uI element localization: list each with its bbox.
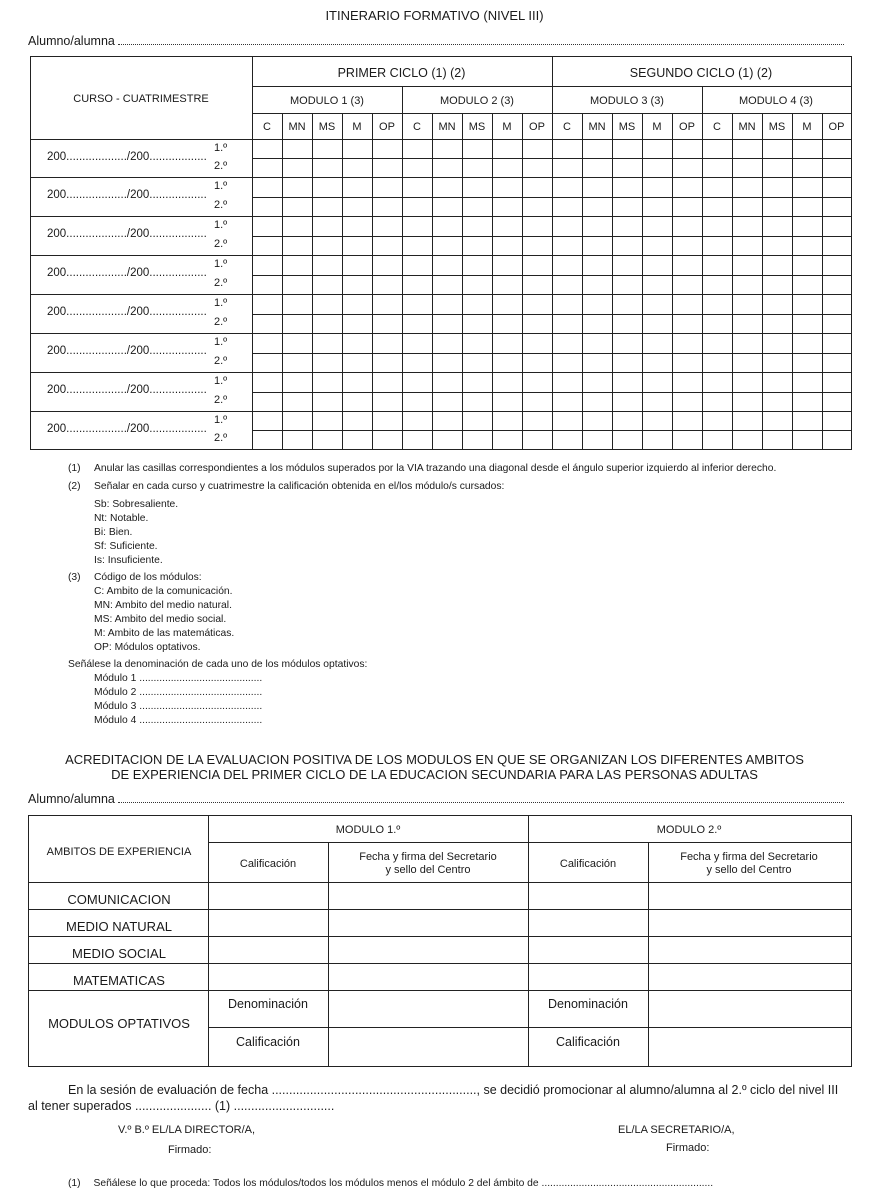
modulo-1-header-2: MODULO 1.º — [335, 824, 401, 836]
code-header-c: C — [563, 121, 571, 133]
code-column-line — [312, 113, 313, 449]
code-header-c: C — [263, 121, 271, 133]
student-dotted-line — [118, 34, 844, 45]
code-header-mn: MN — [288, 121, 306, 133]
curso-divider — [252, 57, 253, 449]
code-list — [94, 585, 858, 655]
optativos-list — [94, 672, 858, 728]
code-column-line — [282, 113, 283, 449]
fecha-header-1-line-1: Fecha y firma del Secretario — [359, 851, 497, 863]
module-divider — [402, 86, 403, 449]
code-item: MS: Ambito del medio social. — [94, 614, 227, 625]
semester-2-label: 2.º — [214, 394, 228, 406]
row-group-line — [31, 216, 851, 217]
fecha-header-1 — [328, 851, 528, 877]
code-header-m: M — [502, 121, 512, 133]
year-range-field[interactable]: 200.................../200.................. — [47, 228, 207, 240]
ambito-row-medio-natural: MEDIO NATURAL — [66, 919, 172, 934]
note-3-text: Código de los módulos: — [94, 572, 202, 583]
ciclo-divider — [552, 57, 553, 449]
code-item: M: Ambito de las matemáticas. — [94, 628, 235, 639]
semester-2-label: 2.º — [214, 160, 228, 172]
year-range-field[interactable]: 200.................../200.................. — [47, 384, 207, 396]
code-column-line — [432, 113, 433, 449]
code-header-mn: MN — [738, 121, 756, 133]
director-label: V.º B.º EL/LA DIRECTOR/A, — [118, 1124, 256, 1136]
ambito-row-line — [29, 909, 851, 910]
year-range-field[interactable]: 200.................../200.................. — [47, 423, 207, 435]
modulo-line[interactable]: Módulo 1 ........................................... — [94, 673, 263, 684]
code-header-m: M — [352, 121, 362, 133]
header-bottom-line — [29, 882, 851, 883]
promotion-sentence-line-2: al tener superados ...................... (1) ............................. — [28, 1099, 335, 1113]
fecha-header-2 — [648, 851, 850, 877]
fecha-header-2-line-1: Fecha y firma del Secretario — [680, 851, 818, 863]
code-column-line — [372, 113, 373, 449]
row-group-line — [31, 177, 851, 178]
grade-item: Is: Insuficiente. — [94, 555, 163, 566]
code-header-m: M — [652, 121, 662, 133]
code-header-m: M — [802, 121, 812, 133]
year-range-field[interactable]: 200.................../200.................. — [47, 306, 207, 318]
semester-1-label: 1.º — [214, 180, 228, 192]
code-column-line — [342, 113, 343, 449]
modulo-2-header-2: MODULO 2.º — [656, 824, 722, 836]
code-header-mn: MN — [438, 121, 456, 133]
ciclo-1-header: PRIMER CICLO (1) (2) — [337, 66, 466, 80]
code-column-line — [822, 113, 823, 449]
semester-2-label: 2.º — [214, 277, 228, 289]
modulo-1-header: MODULO 1 (3) — [290, 95, 364, 107]
year-range-field[interactable]: 200.................../200.................. — [47, 189, 207, 201]
semester-1-label: 1.º — [214, 336, 228, 348]
semester-1-label: 1.º — [214, 297, 228, 309]
footer-note-text: Señálese lo que proceda: Todos los módulos/todos los módulos menos el módulo 2 del ámbito de ............................................................ — [93, 1178, 714, 1189]
year-range-field[interactable]: 200.................../200.................. — [47, 267, 207, 279]
row-group-line — [31, 294, 851, 295]
semester-2-label: 2.º — [214, 432, 228, 444]
header-bottom-line — [31, 139, 851, 140]
footer-note-number: (1) — [68, 1178, 81, 1189]
calificacion-label-2: Calificación — [556, 1035, 620, 1049]
fecha-header-1-line-2: y sello del Centro — [385, 864, 471, 876]
page-title: ITINERARIO FORMATIVO (NIVEL III) — [325, 8, 544, 23]
semester-2-label: 2.º — [214, 238, 228, 250]
code-header-op: OP — [828, 121, 845, 133]
optativos-instruction: Señálese la denominación de cada uno de los módulos optativos: — [68, 659, 368, 670]
code-column-line — [732, 113, 733, 449]
row-group-line — [31, 255, 851, 256]
secretario-firmado: Firmado: — [666, 1142, 710, 1154]
section-2-title-line-2: DE EXPERIENCIA DEL PRIMER CICLO DE LA EDUCACION SECUNDARIA PARA LAS PERSONAS ADULTAS — [111, 767, 758, 782]
fecha-header-2-line-2: y sello del Centro — [706, 864, 792, 876]
code-item: C: Ambito de la comunicación. — [94, 586, 233, 597]
module-divider — [702, 86, 703, 449]
note-2-text: Señalar en cada curso y cuatrimestre la calificación obtenida en el/los módulo/s cursados: — [94, 481, 505, 492]
code-header-mn: MN — [588, 121, 606, 133]
row-group-line — [31, 333, 851, 334]
semester-1-label: 1.º — [214, 258, 228, 270]
code-header-c: C — [713, 121, 721, 133]
code-column-line — [762, 113, 763, 449]
ciclo-2-header: SEGUNDO CICLO (1) (2) — [629, 66, 773, 80]
grade-item: Sf: Suficiente. — [94, 541, 158, 552]
ambito-row-line — [29, 936, 851, 937]
row-group-line — [31, 411, 851, 412]
ambitos-divider — [208, 816, 209, 1066]
note-3-number: (3) — [68, 572, 81, 583]
director-firmado: Firmado: — [168, 1144, 212, 1156]
code-column-line — [462, 113, 463, 449]
modulo-line[interactable]: Módulo 4 ........................................... — [94, 715, 263, 726]
note-2-number: (2) — [68, 481, 81, 492]
secretario-label: EL/LA SECRETARIO/A, — [618, 1124, 735, 1136]
note-1-number: (1) — [68, 463, 81, 474]
code-column-line — [582, 113, 583, 449]
code-header-ms: MS — [618, 121, 636, 133]
calificacion-header-1: Calificación — [239, 858, 297, 870]
modulo-3-header: MODULO 3 (3) — [590, 95, 664, 107]
semester-1-label: 1.º — [214, 142, 228, 154]
ambito-row-comunicacion: COMUNICACION — [67, 892, 171, 907]
student-field-2[interactable] — [28, 792, 844, 806]
student-field[interactable] — [28, 34, 844, 48]
grade-item: Nt: Notable. — [94, 513, 149, 524]
grade-list — [94, 498, 858, 568]
code-header-ms: MS — [468, 121, 486, 133]
promotion-sentence-line-1: En la sesión de evaluación de fecha ..........................................................., se decidió promocionar al alumno/alumna al 2.º ciclo del nivel III — [68, 1083, 839, 1097]
ambito-row-line — [29, 990, 851, 991]
row-group-line — [31, 372, 851, 373]
ambito-row-medio-social: MEDIO SOCIAL — [72, 946, 166, 961]
module-divider — [528, 816, 529, 1066]
code-column-line — [492, 113, 493, 449]
semester-1-label: 1.º — [214, 414, 228, 426]
code-header-c: C — [413, 121, 421, 133]
code-item: MN: Ambito del medio natural. — [94, 600, 232, 611]
code-header-op: OP — [379, 121, 395, 133]
code-column-line — [792, 113, 793, 449]
code-column-line — [522, 113, 523, 449]
note-1-text: Anular las casillas correspondientes a los módulos superados por la VIA trazando una diagonal desde el ángulo superior izquierdo al inferior derecho. — [94, 463, 777, 474]
code-column-line — [672, 113, 673, 449]
ambitos-header: AMBITOS DE EXPERIENCIA — [46, 846, 192, 858]
footer-note — [68, 1178, 713, 1189]
modulo-4-header: MODULO 4 (3) — [739, 95, 813, 107]
semester-2-label: 2.º — [214, 199, 228, 211]
code-item: OP: Módulos optativos. — [94, 642, 201, 653]
ambito-row-matematicas: MATEMATICAS — [73, 973, 165, 988]
ambito-row-optativos: MODULOS OPTATIVOS — [48, 1016, 190, 1031]
grade-item: Bi: Bien. — [94, 527, 133, 538]
grade-item: Sb: Sobresaliente. — [94, 499, 179, 510]
student-label-2: Alumno/alumna — [28, 792, 115, 806]
code-column-line — [642, 113, 643, 449]
denominacion-label-2: Denominación — [548, 997, 628, 1011]
semester-1-label: 1.º — [214, 375, 228, 387]
modulo-line[interactable]: Módulo 3 ........................................... — [94, 701, 263, 712]
modulo-line[interactable]: Módulo 2 ........................................... — [94, 687, 263, 698]
optativos-split-line — [208, 1027, 851, 1028]
modulo-2-header: MODULO 2 (3) — [440, 95, 514, 107]
notes-block — [68, 462, 858, 728]
year-range-field[interactable]: 200.................../200.................. — [47, 345, 207, 357]
student-dotted-line-2 — [118, 792, 844, 803]
semester-2-label: 2.º — [214, 355, 228, 367]
calificacion-label-1: Calificación — [236, 1035, 300, 1049]
denominacion-label-1: Denominación — [228, 997, 308, 1011]
code-column-line — [612, 113, 613, 449]
student-label: Alumno/alumna — [28, 34, 115, 48]
semester-2-label: 2.º — [214, 316, 228, 328]
year-range-field[interactable]: 200.................../200.................. — [47, 151, 207, 163]
semester-1-label: 1.º — [214, 219, 228, 231]
module-header-line — [208, 842, 851, 843]
code-header-op: OP — [529, 121, 545, 133]
code-header-ms: MS — [768, 121, 786, 133]
calificacion-header-2: Calificación — [559, 858, 617, 870]
curso-header: CURSO - CUATRIMESTRE — [73, 93, 209, 105]
ambito-row-line — [29, 963, 851, 964]
code-header-op: OP — [679, 121, 695, 133]
section-2-title-line-1: ACREDITACION DE LA EVALUACION POSITIVA DE LOS MODULOS EN QUE SE ORGANIZAN LOS DIFERENTES AMBITOS — [65, 752, 804, 767]
code-header-ms: MS — [318, 121, 336, 133]
